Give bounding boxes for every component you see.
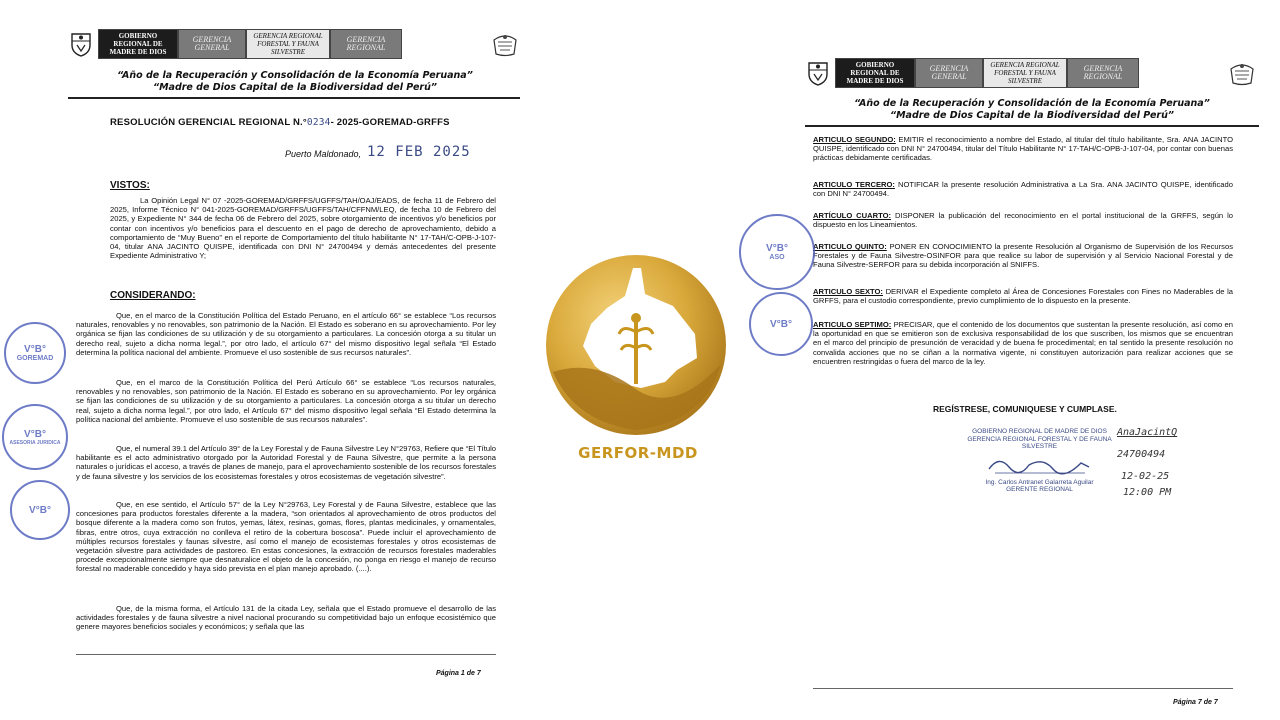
page-number: Página 1 de 7	[436, 670, 481, 677]
regional-emblem-icon	[490, 30, 520, 58]
seal-vb-text: V°B°	[24, 344, 46, 355]
seal-org-text: GOREMAD	[16, 355, 54, 362]
article-second-text: EMITIR el reconocimiento a nombre del Estado, al titular del título habilitante, Sra. ANA JACINTO QUISPE, identificado con DNI N° 24700494, titular del Título Habilitante N° 17-TAH/C-OPB-J-107-04, por contar con buenas prácticas debidamente certificadas.	[813, 135, 1233, 163]
logo-caption: GERFOR-MDD	[578, 444, 698, 462]
article-seventh	[813, 320, 1233, 366]
signatory-role: GERENTE REGIONAL	[1006, 486, 1073, 493]
article-second-label: ARTICULO SEGUNDO:	[813, 135, 896, 144]
page-number: Página 7 de 7	[1173, 699, 1218, 706]
vistos-heading: VISTOS:	[110, 180, 150, 191]
letterhead-block-forestry-management: GERENCIA REGIONAL FORESTAL Y FAUNA SILVESTRE	[983, 58, 1067, 88]
approval-seal	[4, 322, 66, 384]
article-fifth-label: ARTICULO QUINTO:	[813, 242, 887, 251]
article-third-text: NOTIFICAR la presente resolución Administrativa a La Sra. ANA JACINTO QUISPE, identificado con DNI N° 24700494.	[813, 180, 1233, 199]
letterhead	[70, 28, 520, 60]
resolution-title	[110, 117, 450, 128]
closing-formula: REGÍSTRESE, COMUNIQUESE Y CUMPLASE.	[933, 404, 1117, 414]
header-divider	[68, 97, 520, 99]
article-sixth-text: DERIVAR el Expediente completo al Área de Concesiones Forestales con Fines no Maderables de la GRFFS, para el custodio correspondiente, previo cumplimiento de lo dispuesto en la presente.	[813, 287, 1233, 306]
approval-seal	[739, 214, 815, 290]
signature-stamp	[967, 428, 1112, 494]
resolution-number: 0234	[306, 117, 331, 128]
article-second	[813, 135, 1233, 163]
article-fifth-text: PONER EN CONOCIMIENTO la presente Resolución al Organismo de Supervisión de los Recursos Forestales y de Fauna Silvestre-OSINFOR para que realice su labor de supervisión y al Servicio Nacional Forestal y de Fauna Silvestre-SERFOR para su debida incorporación al SNIFFS.	[813, 242, 1233, 270]
handwritten-name: AnaJacintQ	[1117, 427, 1178, 438]
article-third	[813, 180, 1233, 198]
considerando-paragraph-1: Que, en el marco de la Constitución Política del Estado Peruano, en el artículo 66° se establece “Los recursos naturales, renovables y no renovables, son patrimonio de la Nación. El Estado es soberano en su aprovechamiento. Por ley orgánica se fijan las condiciones de su utilización y de su otorgamiento a particulares. La concesión otorga a su titular un derecho real, sujeto a dicha norma legal.”, por otro lado, el artículo 67° del mismo dispositivo legal señala “El Estado determina la política nacional del ambiente. Promueve el uso sostenible de sus recursos naturales”.	[76, 311, 496, 357]
article-seventh-label: ARTICULO SEPTIMO:	[813, 320, 892, 329]
header-divider	[805, 125, 1259, 127]
letterhead-block-regional-management: GERENCIA REGIONAL	[330, 29, 402, 59]
seal-vb-text: V°B°	[29, 504, 51, 516]
motto-line-2: “Madre de Dios Capital de la Biodiversidad del Perú”	[152, 82, 438, 93]
article-fifth	[813, 242, 1233, 270]
coat-of-arms-icon	[70, 31, 92, 57]
document-page-7	[737, 0, 1280, 720]
considerando-paragraph-3: Que, el numeral 39.1 del Artículo 39° de la Ley Forestal y de Fauna Silvestre Ley N°29763, Refiere que “El Título habilitante es el acto administrativo otorgado por la Autoridad Forestal y de Fauna Silvestre, que permite a la persona naturales o jurídicas el acceso, a través de planes de manejo, para el aprovechamiento sostenible de los recursos forestales y de fauna silvestre y los servicios de los ecosistemas forestales y otros ecosistemas de vegetación silvestre”.	[76, 444, 496, 481]
signature-scribble-icon	[985, 453, 1095, 477]
footer-divider	[813, 688, 1233, 689]
considerando-paragraph-2: Que, en el marco de la Constitución Política del Perú Artículo 66° se establece “Los recursos naturales, renovables y no renovables, son patrimonio de la Nación. El Estado es soberano en su aprovechamiento. Por ley orgánica se fijan las condiciones de su utilización y de su otorgamiento a particulares. La concesión otorga a su titular un derecho real, sujeto a dicha norma legal.”, por otro lado, el Artículo 67° del mismo dispositivo legal señala “El Estado determina la política nacional del ambiente. Promueve el uso sostenible de sus recursos naturales”.	[76, 378, 496, 424]
article-third-label: ARTICULO TERCERO:	[813, 180, 895, 189]
approval-seal-lower	[749, 292, 813, 356]
signature-dept: GERENCIA REGIONAL FORESTAL Y DE FAUNA SILVESTRE	[967, 435, 1112, 450]
considerando-heading: CONSIDERANDO:	[110, 290, 196, 301]
place: Puerto Maldonado,	[285, 149, 362, 159]
seal-vb-text: V°B°	[24, 428, 46, 440]
document-page-1	[0, 0, 545, 720]
letterhead-block-regional-government: GOBIERNO REGIONAL DE MADRE DE DIOS	[98, 29, 178, 59]
legal-seal	[2, 404, 68, 470]
signature-org: GOBIERNO REGIONAL DE MADRE DE DIOS	[972, 428, 1107, 435]
letterhead	[807, 57, 1257, 89]
handwritten-time: 12:00 PM	[1123, 487, 1172, 498]
coat-of-arms-icon	[807, 60, 829, 86]
considerando-paragraph-4: Que, en ese sentido, el Artículo 57° de la Ley N°29763, Ley Forestal y de Fauna Silvestre, establece que las concesiones para productos forestales diferente a la madera, “son orientados al aprovechamiento de otros productos del bosque diferente a la madera como son frutos, yemas, látex, resinas, gomas, flores, plantas medicinales, y ornamentales, fibras, entre otros, cuya extracción no conlleva el retiro de la cobertura boscosa”. Puede incluir el aprovechamiento de múltiples recursos forestales y faunas silvestre, así como el manejo de ecosistemas forestales y otros ecosistemas de vegetación silvestre para actividades de pastoreo. En estas concesiones, la extracción de recursos forestales maderables procede excepcionalmente siempre que desnaturalice el objeto de la concesión, no ponga en riesgo el manejo de recurso forestal no maderable concedido y haya sido prevista en el plan manejo aprobado. (....).	[76, 500, 496, 574]
letterhead-block-general-management: GERENCIA GENERAL	[915, 58, 983, 88]
article-fourth	[813, 211, 1233, 229]
vistos-paragraph: La Opinión Legal N° 07 -2025-GOREMAD/GRFFS/UGFFS/TAH/OAJ/EADS, de fecha 11 de Febrero del 2025, Informe Técnico N° 041-2025-GOREMAD/GRFFS/UGFFS/TAH/CFFNM/LEQ, de fecha 10 de Febrero del 2025, y Expediente N° 344 de fecha 06 de Febrero del 2025, sobre otorgamiento de incentivos y/o beneficios por contar con incentivos y/o beneficios para el descuento en el pago de derecho de aprovechamiento, debido a comportamiento de “Muy Bueno” en el reporte de Comportamiento del título habilitante N° 17-TAH/C-OPB-J-107-04, titular ANA JACINTO QUISPE, identificada con DNI N° 24700494 y demás antecedentes del presente Expediente Administrativo Y;	[110, 196, 496, 261]
resolution-title-prefix: RESOLUCIÓN GERENCIAL REGIONAL N.°	[110, 117, 307, 128]
considerando-paragraph-5: Que, de la misma forma, el Artículo 131 de la citada Ley, señala que el Estado promueve el desarrollo de las actividades forestales y de fauna silvestre a nivel nacional procurando su competitividad bajo un enfoque ecosistémico que genere mayores beneficios sociales y económicos; y señala que las	[76, 604, 496, 632]
handwritten-dni: 24700494	[1117, 449, 1166, 460]
motto-line-1: “Año de la Recuperación y Consolidación de la Economía Peruana”	[117, 70, 473, 81]
letterhead-block-general-management: GERENCIA GENERAL	[178, 29, 246, 59]
gerfor-logo-icon	[545, 254, 727, 436]
motto-line-1: “Año de la Recuperación y Consolidación de la Economía Peruana”	[854, 98, 1210, 109]
seal-abbrev-text: ASO	[769, 254, 785, 261]
motto-line-2: “Madre de Dios Capital de la Biodiversidad del Perú”	[889, 110, 1175, 121]
letterhead-block-regional-government: GOBIERNO REGIONAL DE MADRE DE DIOS	[835, 58, 915, 88]
approval-seal-lower	[10, 480, 70, 540]
regional-emblem-icon	[1227, 59, 1257, 87]
article-seventh-text: PRECISAR, que el contenido de los documentos que sustentan la presente resolución, así como en la oportunidad en que se emitieron son de exclusiva responsabilidad de los que suscriben, los mismos que se encuentran en el marco del principio de presunción de veracidad y de buena fe procedimental; en tal sentido la presente resolución no convalida acciones que no se ciñan a la normativa vigente, ni constituyen autorización para realizar acciones que se encuentren restringidas o fuera del marco de la ley.	[813, 320, 1233, 366]
resolution-title-suffix: - 2025-GOREMAD-GRFFS	[330, 117, 450, 128]
letterhead-block-forestry-management: GERENCIA REGIONAL FORESTAL Y FAUNA SILVESTRE	[246, 29, 330, 59]
handwritten-date: 12-02-25	[1121, 471, 1170, 482]
date-stamp: 12 FEB 2025	[367, 144, 471, 160]
article-sixth-label: ARTICULO SEXTO:	[813, 287, 883, 296]
article-sixth	[813, 287, 1233, 305]
article-fourth-label: ARTÍCULO CUARTO:	[813, 211, 892, 220]
footer-divider	[76, 654, 496, 655]
seal-dept-text: ASESORIA JURIDICA	[9, 439, 61, 446]
signatory-name: Ing. Carlos Antranet Galarreta Aguilar	[985, 478, 1094, 486]
article-fourth-text: DISPONER la publicación del reconocimiento en el portal institucional de la GRFFS, según lo dispuesto en los Lineamientos.	[813, 211, 1233, 230]
letterhead-block-regional-management: GERENCIA REGIONAL	[1067, 58, 1139, 88]
seal-vb-text: V°B°	[770, 318, 792, 330]
seal-vb-text: V°B°	[766, 243, 788, 254]
